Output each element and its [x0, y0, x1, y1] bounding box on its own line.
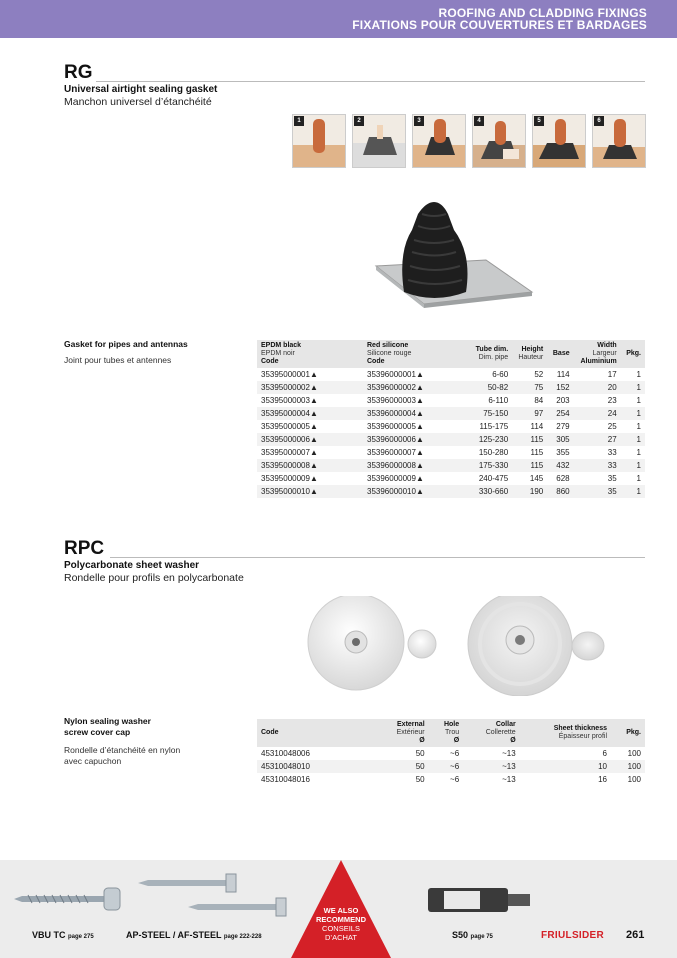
table-cell: 254 [547, 407, 573, 420]
table-cell: 35396000006▲ [363, 433, 469, 446]
table-cell: 1 [636, 422, 641, 431]
table-cell: 114 [530, 422, 544, 431]
table-cell: 115 [530, 448, 544, 457]
vbu-screw-image [14, 884, 126, 914]
table-cell: 305 [547, 433, 573, 446]
table-cell: 35395000008▲ [257, 459, 363, 472]
table-cell: ~13 [502, 749, 516, 758]
table-cell: 150-280 [478, 448, 509, 457]
step-image [352, 114, 406, 168]
step-image [292, 114, 346, 168]
table-cell: 1 [621, 485, 645, 498]
table-cell: 10 [520, 760, 611, 773]
table-cell: ~6 [450, 749, 460, 758]
table-cell: 33 [574, 459, 621, 472]
table-cell: ~6 [450, 775, 460, 784]
table-cell: 35395000007▲ [261, 448, 318, 457]
table-cell: 1 [621, 381, 645, 394]
col-hole: Hole Trou Ø [429, 719, 464, 747]
table-row [257, 760, 645, 773]
table-cell: 330-660 [469, 485, 512, 498]
table-cell: 35395000001▲ [261, 370, 318, 379]
table-cell: 152 [547, 381, 573, 394]
rg-divider [96, 81, 645, 82]
header-title-fr: FIXATIONS POUR COUVERTURES ET BARDAGES [352, 18, 647, 32]
table-cell: ~13 [502, 775, 516, 784]
rpc-title-fr: Rondelle pour profils en polycarbonate [64, 572, 244, 584]
table-cell: 115 [512, 433, 547, 446]
table-cell: 84 [534, 396, 544, 405]
table-cell: ~6 [429, 760, 464, 773]
table-cell: 50-82 [469, 381, 512, 394]
table-row [257, 394, 645, 407]
table-cell: 175-330 [469, 459, 512, 472]
col-width: Width Largeur Aluminium [574, 340, 621, 368]
table-cell: 240-475 [478, 474, 509, 483]
table-cell: 45310048010 [257, 760, 375, 773]
washer-image [300, 596, 620, 696]
col-base: Base [547, 340, 573, 368]
table-row [257, 433, 645, 446]
rpc-desc-fr-1: Rondelle d’étanchéité en nylon [64, 745, 181, 755]
rg-desc-fr: Joint pour tubes et antennes [64, 355, 172, 365]
rpc-divider [110, 557, 645, 558]
table-cell: 50 [415, 775, 425, 784]
table-cell: 35395000004▲ [257, 407, 363, 420]
table-cell: 35396000001▲ [367, 370, 424, 379]
gasket-image [368, 196, 538, 330]
rg-title-en: Universal airtight sealing gasket [64, 84, 218, 95]
rpc-desc-fr-2: avec capuchon [64, 756, 122, 766]
table-cell: 1 [636, 448, 641, 457]
table-cell: 50 [415, 749, 425, 758]
ap-steel-screw-image [138, 870, 288, 922]
s50-cartridge-image [424, 882, 534, 918]
rpc-desc-en-1: Nylon sealing washer [64, 716, 151, 726]
table-cell: 1 [621, 407, 645, 420]
table-cell: 25 [607, 422, 617, 431]
table-cell: 114 [556, 370, 570, 379]
table-row [257, 381, 645, 394]
table-cell: 35395000009▲ [261, 474, 318, 483]
table-cell: 23 [607, 396, 617, 405]
table-cell: 75-150 [469, 407, 512, 420]
col-sheet: Sheet thickness Épaisseur profil [520, 719, 611, 747]
rpc-code: RPC [64, 538, 105, 559]
table-cell: 145 [529, 474, 544, 483]
table-cell: 125-230 [469, 433, 512, 446]
table-cell: 190 [512, 485, 547, 498]
step-number: 3 [414, 116, 424, 126]
table-cell: 115 [512, 459, 547, 472]
step-image [592, 114, 646, 168]
table-cell: 35395000002▲ [257, 381, 363, 394]
table-cell: 860 [547, 485, 573, 498]
brand-logo: FRIULSIDER [541, 930, 604, 941]
recommend-label: WE ALSO RECOMMEND CONSEILS D’ACHAT [316, 906, 366, 942]
table-row [257, 420, 645, 433]
table-cell: 35396000008▲ [363, 459, 469, 472]
table-cell: 355 [556, 448, 570, 457]
table-cell: 6 [602, 749, 607, 758]
rg-desc-en: Gasket for pipes and antennas [64, 339, 188, 349]
table-cell: 432 [547, 459, 573, 472]
table-cell: 203 [556, 396, 570, 405]
step-number: 4 [474, 116, 484, 126]
table-row [257, 773, 645, 786]
table-row [257, 407, 645, 420]
col-collar: Collar Collerette Ø [463, 719, 520, 747]
step-number: 1 [294, 116, 304, 126]
table-cell: 33 [607, 448, 617, 457]
table-cell: 279 [556, 422, 570, 431]
table-cell: 35396000004▲ [363, 407, 469, 420]
col-silicone: Red silicone Silicone rouge Code [363, 340, 469, 368]
table-cell: 35396000003▲ [367, 396, 424, 405]
table-cell: 35395000010▲ [257, 485, 363, 498]
table-cell: 100 [627, 775, 641, 784]
table-cell: 35395000006▲ [257, 433, 363, 446]
table-cell: 6-110 [488, 396, 509, 405]
col-epdm: EPDM black EPDM noir Code [257, 340, 363, 368]
table-cell: 97 [512, 407, 547, 420]
table-cell: 35395000005▲ [261, 422, 318, 431]
col-pkg: Pkg. [621, 340, 645, 368]
table-cell: 1 [636, 474, 641, 483]
col-pkg: Pkg. [611, 719, 645, 747]
table-cell: 75 [512, 381, 547, 394]
table-cell: 35396000005▲ [367, 422, 424, 431]
step-image [532, 114, 586, 168]
table-cell: 24 [574, 407, 621, 420]
table-cell: 50 [375, 760, 429, 773]
header-band [0, 0, 677, 38]
table-cell: 17 [607, 370, 617, 379]
table-row [257, 446, 645, 459]
table-cell: 1 [621, 433, 645, 446]
table-cell: 45310048016 [261, 775, 310, 784]
step-number: 5 [534, 116, 544, 126]
table-cell: 27 [574, 433, 621, 446]
table-cell: 35396000010▲ [363, 485, 469, 498]
table-cell: 35395000003▲ [261, 396, 318, 405]
rpc-desc-en-2: screw cover cap [64, 727, 131, 737]
ap-steel-link[interactable]: AP-STEEL / AF-STEEL page 222-228 [126, 930, 262, 940]
table-cell: 35 [574, 485, 621, 498]
step-image [412, 114, 466, 168]
page-number: 261 [626, 929, 645, 941]
rg-table [257, 340, 645, 498]
table-cell: 20 [574, 381, 621, 394]
rg-code: RG [64, 62, 93, 83]
rpc-title-en: Polycarbonate sheet washer [64, 560, 200, 571]
table-row [257, 368, 645, 381]
step-number: 2 [354, 116, 364, 126]
table-cell: 35396000009▲ [367, 474, 424, 483]
rg-title-fr: Manchon universel d’étanchéité [64, 96, 212, 108]
step-number: 6 [594, 116, 604, 126]
table-cell: 16 [598, 775, 607, 784]
table-cell: 35396000007▲ [367, 448, 424, 457]
table-cell: 115-175 [479, 422, 509, 431]
col-external: External Extérieur Ø [375, 719, 429, 747]
col-height: Height Hauteur [512, 340, 547, 368]
table-cell: ~13 [463, 760, 520, 773]
step-image [472, 114, 526, 168]
rpc-table [257, 719, 645, 786]
col-code: Code [257, 719, 375, 747]
table-row [257, 472, 645, 485]
table-cell: 52 [534, 370, 544, 379]
table-cell: 1 [636, 396, 641, 405]
vbu-link[interactable]: VBU TC page 275 [32, 930, 94, 940]
col-tube: Tube dim. Dim. pipe [469, 340, 512, 368]
installation-steps [292, 114, 646, 168]
table-row [257, 485, 645, 498]
table-cell: 6-60 [492, 370, 509, 379]
table-row [257, 747, 645, 760]
header-title-en: ROOFING AND CLADDING FIXINGS [438, 6, 647, 20]
table-row [257, 459, 645, 472]
table-cell: 35 [607, 474, 617, 483]
table-cell: 1 [636, 370, 641, 379]
table-cell: 35396000002▲ [363, 381, 469, 394]
s50-link[interactable]: S50 page 75 [452, 930, 493, 940]
table-cell: 45310048006 [261, 749, 310, 758]
table-cell: 628 [556, 474, 570, 483]
table-cell: 1 [621, 459, 645, 472]
table-cell: 100 [627, 749, 641, 758]
table-cell: 100 [611, 760, 645, 773]
